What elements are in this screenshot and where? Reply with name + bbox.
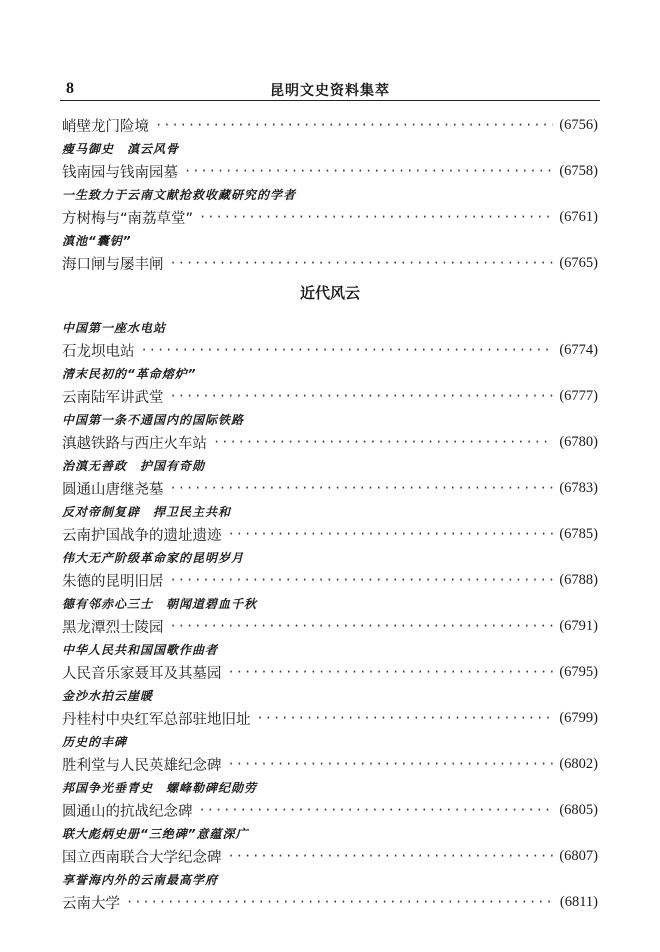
dot-leader	[228, 757, 554, 771]
entry-page-number: (6785)	[559, 525, 598, 542]
entry-subtitle: 一生致力于云南文献抢救收藏研究的学者	[62, 187, 297, 202]
entry-subtitle: 滇池“囊钥”	[62, 233, 132, 248]
entry-page-number: (6758)	[559, 162, 598, 179]
toc-entry[interactable]	[62, 206, 598, 228]
entry-title: 朱德的昆明旧居	[62, 573, 164, 590]
toc-entry[interactable]	[62, 615, 598, 637]
dot-leader	[170, 619, 554, 633]
entry-title: 滇越铁路与西庄火车站	[62, 435, 207, 452]
toc-entry[interactable]	[62, 523, 598, 545]
page-number: 8	[66, 80, 74, 97]
dot-leader	[170, 573, 554, 587]
entry-subtitle: 享誉海内外的云南最高学府	[62, 872, 219, 887]
entry-title: 云南陆军讲武堂	[62, 389, 164, 406]
dot-leader	[228, 849, 554, 863]
entry-title: 圆通山唐继尧墓	[62, 481, 164, 498]
dot-leader	[170, 481, 554, 495]
entry-page-number: (6780)	[559, 433, 598, 450]
dot-leader	[184, 164, 553, 178]
entry-title: 圆通山的抗战纪念碑	[62, 803, 193, 820]
entry-subtitle: 治滇无善政 护国有奇勋	[62, 458, 206, 473]
entry-page-number: (6799)	[559, 709, 598, 726]
dot-leader	[228, 665, 554, 679]
dot-leader	[170, 256, 554, 270]
entry-page-number: (6795)	[559, 663, 598, 680]
entry-page-number: (6761)	[559, 208, 598, 225]
running-title: 昆明文史资料集萃	[270, 83, 390, 99]
entry-title: 人民音乐家聂耳及其墓园	[62, 665, 222, 682]
section-heading: 近代风云	[299, 284, 360, 302]
entry-page-number: (6791)	[559, 617, 598, 634]
dot-leader	[126, 895, 554, 909]
entry-page-number: (6756)	[559, 116, 598, 133]
entry-subtitle: 中国第一座水电站	[62, 320, 167, 335]
toc-entry[interactable]	[62, 339, 598, 361]
entry-subtitle: 瘦马御史 滇云风骨	[62, 141, 180, 156]
toc-entry[interactable]	[62, 252, 598, 274]
entry-subtitle: 历史的丰碑	[62, 734, 128, 749]
toc-entry[interactable]	[62, 891, 598, 913]
entry-page-number: (6783)	[559, 479, 598, 496]
toc-entry[interactable]	[62, 753, 598, 775]
entry-title: 石龙坝电站	[62, 343, 135, 360]
toc-entry[interactable]	[62, 385, 598, 407]
toc-entry[interactable]	[62, 707, 598, 729]
entry-page-number: (6777)	[559, 387, 598, 404]
dot-leader	[199, 210, 553, 224]
entry-title: 方树梅与“南荔草堂”	[62, 210, 194, 227]
entry-title: 钱南园与钱南园墓	[62, 164, 178, 181]
entry-page-number: (6802)	[559, 755, 598, 772]
toc-entry[interactable]	[62, 845, 598, 867]
toc-entry[interactable]	[62, 661, 598, 683]
toc-entry[interactable]	[62, 431, 598, 453]
dot-leader	[170, 389, 554, 403]
entry-page-number: (6788)	[559, 571, 598, 588]
entry-subtitle: 德有邻赤心三士 朝闻道碧血千秋	[62, 596, 258, 611]
entry-subtitle: 中国第一条不通国内的国际铁路	[62, 412, 245, 427]
entry-subtitle: 金沙水拍云崖暖	[62, 688, 154, 703]
entry-subtitle: 联大彪炳史册“三绝碑”意蕴深广	[62, 826, 249, 841]
entry-page-number: (6807)	[559, 847, 598, 864]
entry-page-number: (6765)	[559, 254, 598, 271]
entry-subtitle: 伟大无产阶级革命家的昆明岁月	[62, 550, 245, 565]
dot-leader	[155, 118, 553, 132]
entry-subtitle: 清末民初的“革命熔炉”	[62, 366, 197, 381]
toc-entry[interactable]	[62, 160, 598, 182]
toc-entry[interactable]	[62, 799, 598, 821]
dot-leader	[257, 711, 554, 725]
toc-entry[interactable]	[62, 114, 598, 136]
entry-page-number: (6811)	[559, 893, 598, 910]
page-header	[62, 80, 598, 100]
dot-leader	[213, 435, 553, 449]
dot-leader	[228, 527, 554, 541]
entry-title: 国立西南联合大学纪念碑	[62, 849, 222, 866]
entry-title: 云南护国战争的遗址遗迹	[62, 527, 222, 544]
entry-page-number: (6805)	[559, 801, 598, 818]
entry-title: 峭壁龙门险境	[62, 118, 149, 135]
header-rule	[60, 100, 600, 101]
entry-title: 海口闸与屡丰闸	[62, 256, 164, 273]
entry-title: 胜利堂与人民英雄纪念碑	[62, 757, 222, 774]
dot-leader	[199, 803, 554, 817]
entry-subtitle: 邦国争光垂青史 螺峰勒碑纪勋劳	[62, 780, 258, 795]
entry-subtitle: 反对帝制复辟 捍卫民主共和	[62, 504, 232, 519]
entry-title: 云南大学	[62, 895, 120, 912]
entry-title: 丹桂村中央红军总部驻地旧址	[62, 711, 251, 728]
toc-entry[interactable]	[62, 569, 598, 591]
dot-leader	[141, 343, 554, 357]
toc-entry[interactable]	[62, 477, 598, 499]
entry-title: 黑龙潭烈士陵园	[62, 619, 164, 636]
entry-page-number: (6774)	[559, 341, 598, 358]
entry-subtitle: 中华人民共和国国歌作曲者	[62, 642, 219, 657]
